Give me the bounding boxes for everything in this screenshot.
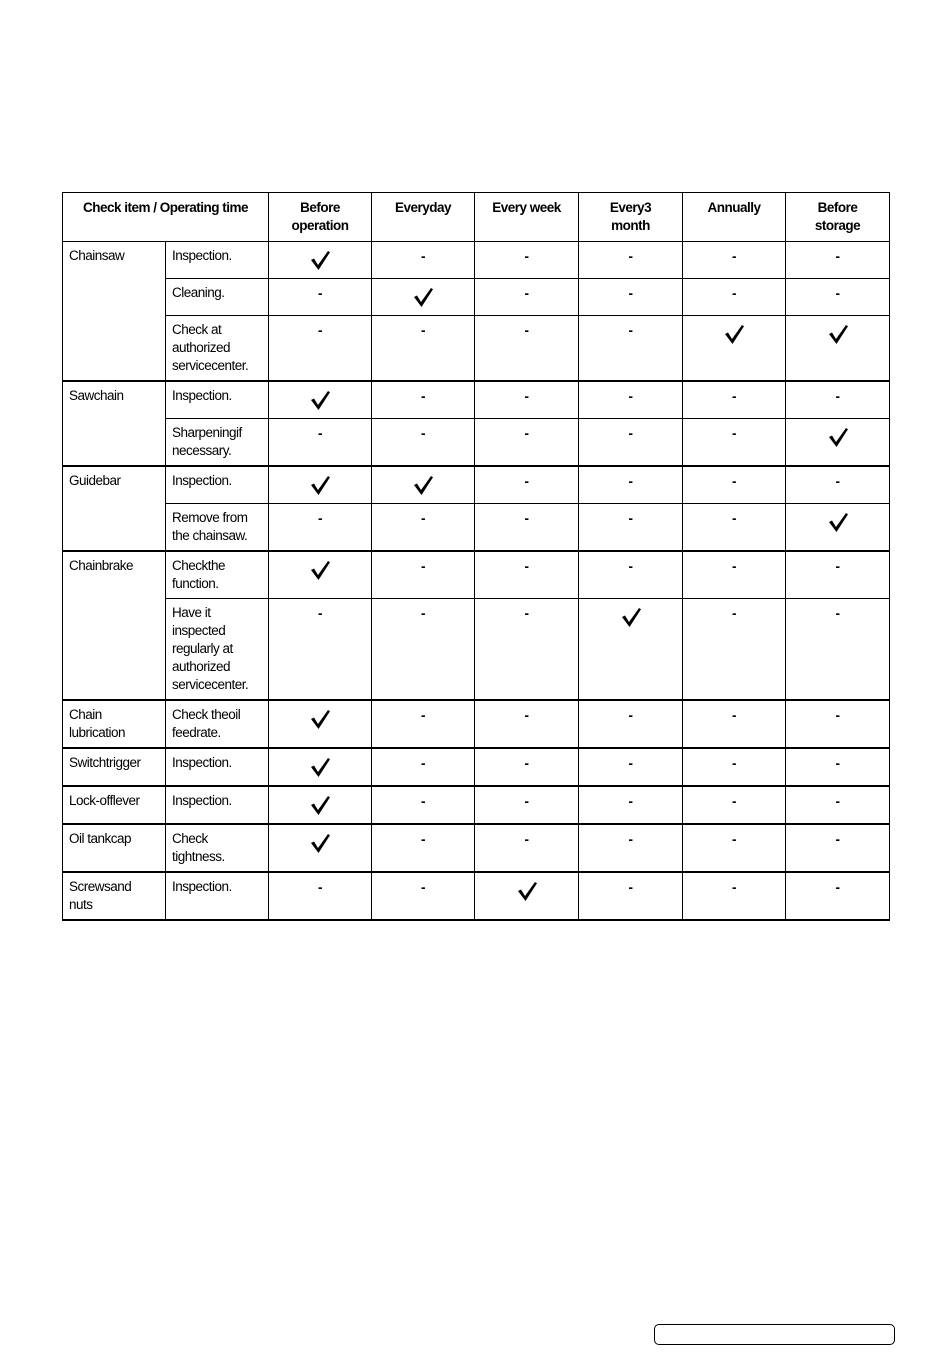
dash-mark: - — [524, 708, 529, 723]
checkmark-icon — [309, 794, 331, 816]
dash-cell — [269, 872, 372, 920]
dash-mark: - — [628, 559, 633, 574]
action-cell: Have it inspected regularly at authorized servicecenter. — [166, 599, 269, 701]
checkmark-icon — [412, 474, 434, 496]
dash-cell — [475, 700, 579, 748]
dash-cell — [475, 381, 579, 419]
dash-cell — [683, 786, 786, 824]
dash-cell — [683, 504, 786, 552]
checkmark-icon — [620, 606, 642, 628]
action-cell: Cleaning. — [166, 279, 269, 316]
dash-mark: - — [524, 511, 529, 526]
dash-mark: - — [421, 880, 426, 895]
dash-mark: - — [732, 286, 737, 301]
dash-mark: - — [628, 249, 633, 264]
dash-mark: - — [524, 323, 529, 338]
header-col-1: Everyday — [372, 193, 475, 242]
dash-cell — [786, 786, 890, 824]
dash-mark: - — [732, 426, 737, 441]
dash-cell — [269, 504, 372, 552]
dash-cell — [683, 700, 786, 748]
table-row — [63, 504, 890, 552]
header-col-3: Every3 month — [579, 193, 683, 242]
dash-cell — [372, 599, 475, 701]
dash-cell — [372, 700, 475, 748]
header-col-4: Annually — [683, 193, 786, 242]
action-cell: Inspection. — [166, 786, 269, 824]
check-item-cell: Chain lubrication — [63, 700, 166, 748]
dash-cell — [579, 242, 683, 279]
dash-mark: - — [732, 794, 737, 809]
dash-mark: - — [524, 389, 529, 404]
table-row — [63, 419, 890, 467]
dash-cell — [786, 599, 890, 701]
dash-cell — [579, 279, 683, 316]
page-footer-box — [654, 1324, 895, 1345]
dash-mark: - — [835, 389, 840, 404]
check-item-cell: Chainbrake — [63, 551, 166, 700]
dash-mark: - — [421, 511, 426, 526]
dash-mark: - — [421, 606, 426, 621]
dash-cell — [475, 551, 579, 599]
checkmark-icon — [827, 323, 849, 345]
dash-mark: - — [732, 559, 737, 574]
check-cell — [372, 279, 475, 316]
checkmark-icon — [309, 559, 331, 581]
header-row — [63, 193, 890, 242]
dash-cell — [786, 700, 890, 748]
dash-cell — [475, 824, 579, 872]
dash-cell — [475, 599, 579, 701]
dash-cell — [579, 466, 683, 504]
dash-cell — [372, 316, 475, 382]
dash-cell — [683, 551, 786, 599]
action-cell: Inspection. — [166, 872, 269, 920]
dash-mark: - — [835, 880, 840, 895]
dash-mark: - — [421, 794, 426, 809]
dash-mark: - — [318, 286, 323, 301]
dash-cell — [786, 279, 890, 316]
header-col-5: Before storage — [786, 193, 890, 242]
action-cell: Inspection. — [166, 466, 269, 504]
header-check-item: Check item / Operating time — [63, 193, 269, 242]
check-item-cell: Sawchain — [63, 381, 166, 466]
check-item-cell: Lock-offlever — [63, 786, 166, 824]
dash-mark: - — [524, 832, 529, 847]
table-row — [63, 786, 890, 824]
dash-mark: - — [732, 880, 737, 895]
dash-mark: - — [732, 249, 737, 264]
dash-mark: - — [524, 559, 529, 574]
check-cell — [372, 466, 475, 504]
table-row — [63, 316, 890, 382]
dash-cell — [786, 551, 890, 599]
dash-mark: - — [732, 756, 737, 771]
dash-cell — [372, 242, 475, 279]
dash-mark: - — [318, 606, 323, 621]
dash-cell — [579, 316, 683, 382]
dash-cell — [269, 279, 372, 316]
dash-mark: - — [835, 559, 840, 574]
dash-cell — [372, 381, 475, 419]
action-cell: Check theoil feedrate. — [166, 700, 269, 748]
checkmark-icon — [412, 286, 434, 308]
checkmark-icon — [516, 880, 538, 902]
dash-mark: - — [835, 708, 840, 723]
check-item-cell: Switchtrigger — [63, 748, 166, 786]
dash-cell — [579, 551, 683, 599]
checkmark-icon — [309, 389, 331, 411]
dash-cell — [372, 504, 475, 552]
dash-mark: - — [628, 426, 633, 441]
dash-cell — [683, 466, 786, 504]
checkmark-icon — [723, 323, 745, 345]
dash-mark: - — [628, 708, 633, 723]
action-cell: Remove from the chainsaw. — [166, 504, 269, 552]
dash-mark: - — [732, 389, 737, 404]
action-cell: Sharpeningif necessary. — [166, 419, 269, 467]
dash-mark: - — [318, 880, 323, 895]
dash-mark: - — [732, 474, 737, 489]
dash-cell — [475, 466, 579, 504]
dash-cell — [786, 748, 890, 786]
action-cell: Inspection. — [166, 748, 269, 786]
dash-mark: - — [524, 756, 529, 771]
maintenance-schedule-table — [62, 192, 890, 921]
dash-cell — [372, 824, 475, 872]
dash-cell — [683, 242, 786, 279]
dash-mark: - — [421, 708, 426, 723]
dash-mark: - — [524, 794, 529, 809]
dash-cell — [475, 419, 579, 467]
dash-cell — [372, 786, 475, 824]
header-col-0: Before operation — [269, 193, 372, 242]
check-item-cell: Guidebar — [63, 466, 166, 551]
table-body — [63, 242, 890, 921]
dash-cell — [683, 824, 786, 872]
check-cell — [475, 872, 579, 920]
checkmark-icon — [827, 426, 849, 448]
check-cell — [269, 466, 372, 504]
dash-cell — [579, 786, 683, 824]
dash-mark: - — [835, 756, 840, 771]
check-cell — [269, 748, 372, 786]
dash-cell — [579, 504, 683, 552]
dash-mark: - — [732, 606, 737, 621]
dash-mark: - — [835, 832, 840, 847]
dash-mark: - — [628, 880, 633, 895]
dash-mark: - — [732, 511, 737, 526]
dash-cell — [579, 748, 683, 786]
dash-mark: - — [524, 606, 529, 621]
dash-mark: - — [628, 794, 633, 809]
dash-mark: - — [524, 474, 529, 489]
dash-mark: - — [628, 756, 633, 771]
checkmark-icon — [309, 249, 331, 271]
checkmark-icon — [309, 708, 331, 730]
dash-mark: - — [421, 832, 426, 847]
dash-cell — [579, 824, 683, 872]
check-cell — [683, 316, 786, 382]
dash-cell — [475, 786, 579, 824]
table-row — [63, 279, 890, 316]
dash-cell — [475, 748, 579, 786]
dash-cell — [372, 748, 475, 786]
checkmark-icon — [309, 832, 331, 854]
action-cell: Inspection. — [166, 242, 269, 279]
checkmark-icon — [827, 511, 849, 533]
dash-cell — [372, 872, 475, 920]
dash-mark: - — [732, 832, 737, 847]
table-row — [63, 824, 890, 872]
header-col-2: Every week — [475, 193, 579, 242]
check-cell — [269, 786, 372, 824]
dash-cell — [475, 242, 579, 279]
dash-mark: - — [524, 286, 529, 301]
dash-cell — [786, 872, 890, 920]
check-cell — [269, 242, 372, 279]
check-item-cell: Chainsaw — [63, 242, 166, 382]
dash-cell — [269, 419, 372, 467]
check-cell — [269, 700, 372, 748]
dash-mark: - — [835, 606, 840, 621]
table-row — [63, 466, 890, 504]
dash-cell — [372, 419, 475, 467]
dash-cell — [475, 279, 579, 316]
check-cell — [269, 824, 372, 872]
dash-cell — [579, 419, 683, 467]
table-row — [63, 599, 890, 701]
table-row — [63, 551, 890, 599]
dash-mark: - — [732, 708, 737, 723]
dash-cell — [475, 316, 579, 382]
table-row — [63, 242, 890, 279]
table-row — [63, 381, 890, 419]
dash-cell — [269, 316, 372, 382]
action-cell: Check at authorized servicecenter. — [166, 316, 269, 382]
dash-cell — [683, 599, 786, 701]
dash-cell — [579, 381, 683, 419]
dash-mark: - — [628, 389, 633, 404]
check-item-cell: Screwsand nuts — [63, 872, 166, 920]
dash-mark: - — [421, 756, 426, 771]
action-cell: Check tightness. — [166, 824, 269, 872]
dash-mark: - — [318, 426, 323, 441]
dash-mark: - — [628, 511, 633, 526]
dash-cell — [579, 700, 683, 748]
dash-mark: - — [524, 426, 529, 441]
dash-cell — [786, 242, 890, 279]
dash-mark: - — [421, 426, 426, 441]
dash-cell — [683, 872, 786, 920]
check-cell — [579, 599, 683, 701]
dash-cell — [683, 381, 786, 419]
dash-cell — [683, 748, 786, 786]
dash-mark: - — [421, 389, 426, 404]
check-cell — [269, 551, 372, 599]
dash-mark: - — [421, 249, 426, 264]
check-cell — [786, 504, 890, 552]
dash-cell — [475, 504, 579, 552]
dash-cell — [786, 824, 890, 872]
dash-mark: - — [421, 323, 426, 338]
dash-mark: - — [318, 323, 323, 338]
checkmark-icon — [309, 756, 331, 778]
dash-cell — [786, 381, 890, 419]
dash-cell — [579, 872, 683, 920]
dash-mark: - — [524, 249, 529, 264]
action-cell: Checkthe function. — [166, 551, 269, 599]
table-row — [63, 700, 890, 748]
check-cell — [786, 316, 890, 382]
dash-mark: - — [835, 249, 840, 264]
dash-mark: - — [628, 832, 633, 847]
dash-mark: - — [628, 323, 633, 338]
dash-mark: - — [835, 286, 840, 301]
table-row — [63, 748, 890, 786]
dash-cell — [683, 419, 786, 467]
check-cell — [786, 419, 890, 467]
dash-mark: - — [835, 794, 840, 809]
dash-cell — [683, 279, 786, 316]
action-cell: Inspection. — [166, 381, 269, 419]
check-item-cell: Oil tankcap — [63, 824, 166, 872]
dash-mark: - — [628, 286, 633, 301]
dash-cell — [269, 599, 372, 701]
dash-cell — [372, 551, 475, 599]
dash-mark: - — [628, 474, 633, 489]
check-cell — [269, 381, 372, 419]
dash-mark: - — [421, 559, 426, 574]
dash-mark: - — [835, 474, 840, 489]
checkmark-icon — [309, 474, 331, 496]
dash-mark: - — [318, 511, 323, 526]
table-row — [63, 872, 890, 920]
dash-cell — [786, 466, 890, 504]
table-header — [63, 193, 890, 242]
